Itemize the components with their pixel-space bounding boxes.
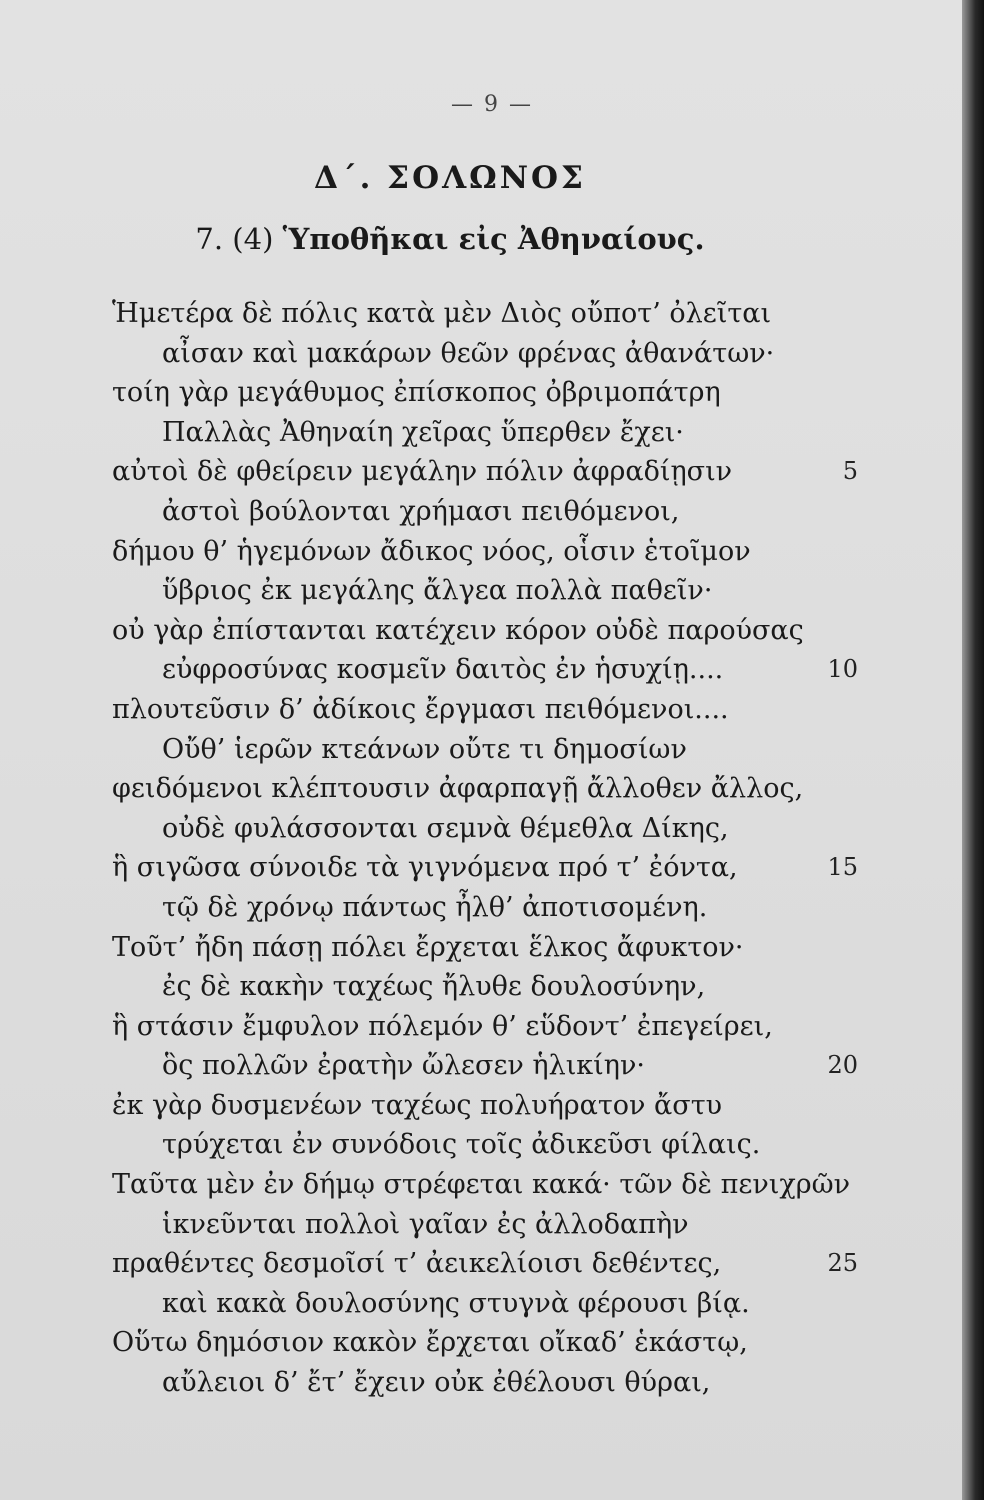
poem-line-text: Τοῦτ’ ἤδη πάσῃ πόλει ἔρχεται ἕλκος ἄφυκτον· <box>112 931 744 963</box>
poem-line-text: φειδόμενοι κλέπτουσιν ἀφαρπαγῇ ἄλλοθεν ἄλλος, <box>112 773 804 805</box>
poem-line-text: οὐ γὰρ ἐπίστανται κατέχειν κόρον οὐδὲ παρούσας <box>112 614 804 646</box>
poem-line-text: αὔλειοι δ’ ἔτ’ ἔχειν οὐκ ἐθέλουσι θύραι, <box>162 1367 711 1399</box>
poem-title <box>0 222 900 256</box>
poem-line <box>0 1046 984 1086</box>
poem-line-text: αἶσαν καὶ μακάρων θεῶν φρένας ἀθανάτων· <box>162 337 775 369</box>
poem-line <box>0 492 984 532</box>
poem-line-text: Οὔθ’ ἱερῶν κτεάνων οὔτε τι δημοσίων <box>162 733 687 765</box>
poem-line <box>0 532 984 572</box>
section-title: Δ΄. ΣΟΛΩΝΟΣ <box>314 160 586 196</box>
poem-line <box>0 611 984 651</box>
poem-line <box>0 848 984 888</box>
poem-line <box>0 1205 984 1245</box>
poem-line-text: ἀστοὶ βούλονται χρήμασι πειθόμενοι, <box>162 495 680 527</box>
poem-line-text: ἐκ γὰρ δυσμενέων ταχέως πολυήρατον ἄστυ <box>112 1089 723 1121</box>
poem-line <box>0 334 984 374</box>
poem-line <box>0 730 984 770</box>
poem-line-text: τοίη γὰρ μεγάθυμος ἐπίσκοπος ὀβριμοπάτρη <box>112 377 721 409</box>
line-number: 5 <box>842 457 858 486</box>
poem-line-text: Ταῦτα μὲν ἐν δήμῳ στρέφεται κακά· τῶν δὲ πενιχρῶν <box>112 1169 851 1201</box>
poem-line-text: τῷ δὲ χρόνῳ πάντως ἦλθ’ ἀποτισομένη. <box>162 891 708 923</box>
poem-line <box>0 650 984 690</box>
line-number: 25 <box>827 1249 858 1278</box>
poem-line-text: οὐδὲ φυλάσσονται σεμνὰ θέμεθλα Δίκης, <box>162 812 729 844</box>
poem-line-text: αὐτοὶ δὲ φθείρειν μεγάλην πόλιν ἀφραδίῃσιν <box>112 456 733 488</box>
poem-line-text: ὕβριος ἐκ μεγάλης ἄλγεα πολλὰ παθεῖν· <box>162 575 713 607</box>
poem-line <box>0 888 984 928</box>
poem-line-text: ἣ στάσιν ἔμφυλον πόλεμόν θ’ εὕδοντ’ ἐπεγείρει, <box>112 1010 773 1042</box>
poem-line <box>0 1007 984 1047</box>
page-number: — 9 — <box>451 92 533 117</box>
poem-line <box>0 769 984 809</box>
poem-line <box>0 294 984 334</box>
poem-title-number: 7. (4) <box>195 222 274 256</box>
poem-line-text: πραθέντες δεσμοῖσί τ’ ἀεικελίοισι δεθέντες, <box>112 1248 722 1280</box>
poem-line <box>0 928 984 968</box>
poem-line <box>0 373 984 413</box>
poem-body <box>0 294 984 1403</box>
poem-line-text: καὶ κακὰ δουλοσύνης στυγνὰ φέρουσι βίᾳ. <box>162 1287 750 1319</box>
line-number: 15 <box>827 853 858 882</box>
poem-line <box>0 1323 984 1363</box>
line-number: 20 <box>827 1051 858 1080</box>
poem-line <box>0 1363 984 1403</box>
poem-line <box>0 1086 984 1126</box>
poem-line <box>0 1284 984 1324</box>
poem-line <box>0 452 984 492</box>
poem-line-text: ἣ σιγῶσα σύνοιδε τὰ γιγνόμενα πρό τ’ ἐόντα, <box>112 852 738 884</box>
poem-line-text: ἐς δὲ κακὴν ταχέως ἤλυθε δουλοσύνην, <box>162 971 706 1003</box>
poem-line-text: Παλλὰς Ἀθηναίη χεῖρας ὕπερθεν ἔχει· <box>162 416 684 448</box>
poem-line-text: τρύχεται ἐν συνόδοις τοῖς ἀδικεῦσι φίλαις. <box>162 1129 761 1161</box>
poem-line-text: εὐφροσύνας κοσμεῖν δαιτὸς ἐν ἡσυχίῃ.... <box>162 654 724 686</box>
poem-title-name: Ὑποθῆκαι εἰς Ἀθηναίους. <box>282 222 705 256</box>
poem-line-text: ἱκνεῦνται πολλοὶ γαῖαν ἐς ἀλλοδαπὴν <box>162 1208 689 1240</box>
poem-line-text: ὃς πολλῶν ἐρατὴν ὤλεσεν ἡλικίην· <box>162 1050 645 1082</box>
poem-line-text: πλουτεῦσιν δ’ ἀδίκοις ἔργμασι πειθόμενοι.... <box>112 693 729 725</box>
line-number: 10 <box>827 655 858 684</box>
poem-line <box>0 809 984 849</box>
poem-line <box>0 413 984 453</box>
poem-line-text: Ἡμετέρα δὲ πόλις κατὰ μὲν Διὸς οὔποτ’ ὀλεῖται <box>112 298 772 329</box>
poem-line <box>0 1165 984 1205</box>
poem-line <box>0 690 984 730</box>
poem-line <box>0 571 984 611</box>
poem-line-text: Οὕτω δημόσιον κακὸν ἔρχεται οἴκαδ’ ἑκάστῳ, <box>112 1327 748 1359</box>
poem-line <box>0 1244 984 1284</box>
poem-line <box>0 1125 984 1165</box>
poem-line-text: δήμου θ’ ἡγεμόνων ἄδικος νόος, οἷσιν ἑτοῖμον <box>112 535 751 567</box>
poem-line <box>0 967 984 1007</box>
